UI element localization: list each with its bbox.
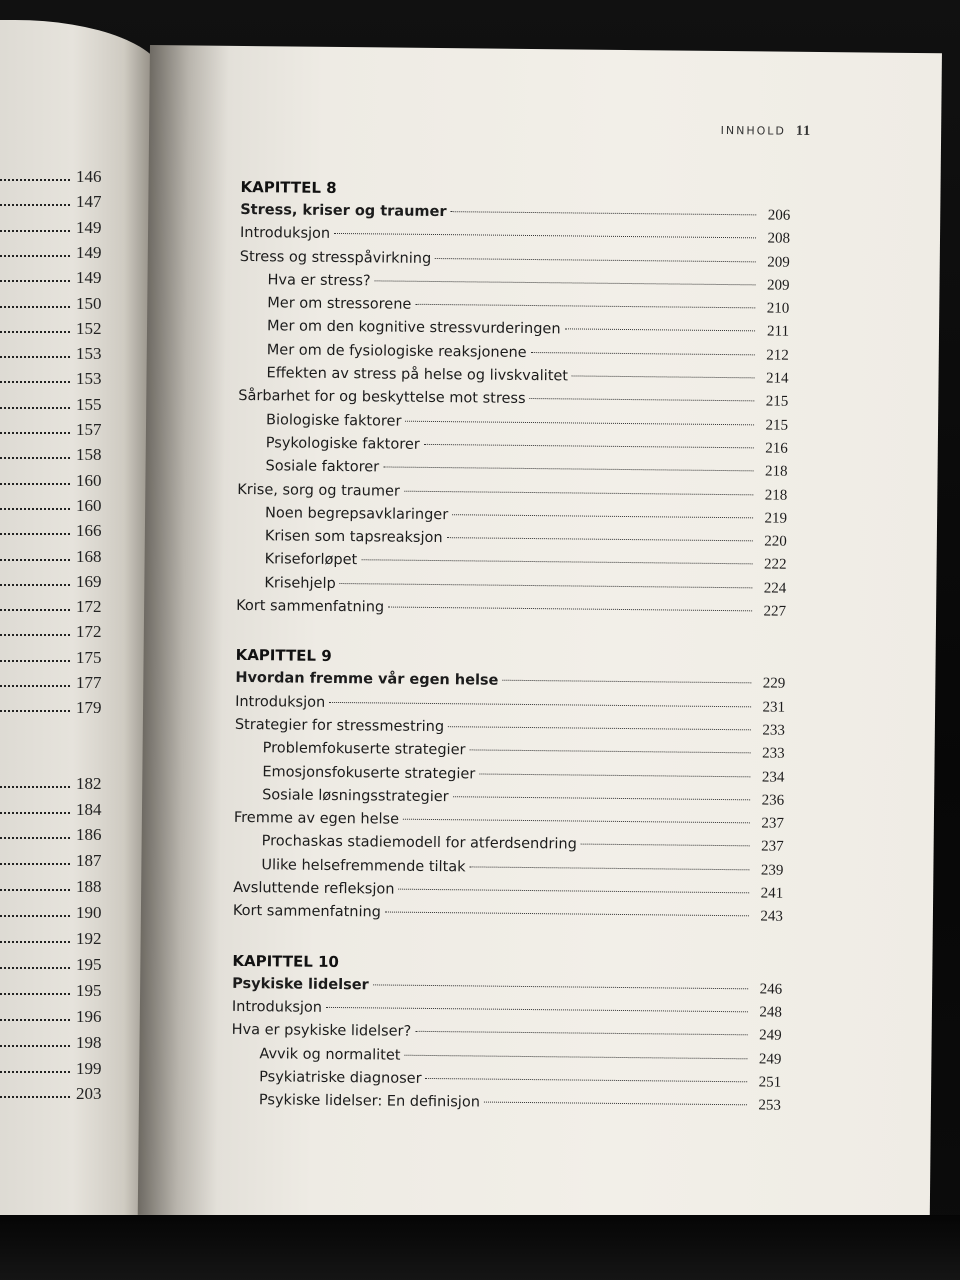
toc-entry-page: 249 [758,1050,782,1068]
left-page-entry [0,618,110,642]
leader-dots [484,1102,747,1106]
toc-entry-title: Stress og stresspåvirkning [239,248,432,267]
header-page-number: 11 [795,123,812,139]
left-page-entry [0,925,110,949]
leader-dots [326,1007,748,1012]
toc-entry-title: Hva er stress? [267,272,371,290]
toc-entry-page: 219 [764,510,788,527]
leader-dots [426,1078,748,1082]
left-page-entry [0,214,110,238]
leader-dots [0,306,70,308]
chapter-heading: KAPITTEL 8 [240,177,337,197]
leader-dots [0,660,70,662]
left-page-entry [0,568,110,592]
page-number: 153 [76,344,102,364]
left-page-entry [0,290,110,314]
table-of-contents [231,176,791,1144]
toc-entry-title: Emosjonsfokuserte strategier [262,763,476,782]
left-page-entry [0,796,110,820]
toc-entry-page: 229 [762,675,786,693]
toc-entry-page: 241 [760,885,784,902]
left-page-entry [0,770,110,794]
toc-entry-title: Avsluttende refleksjon [233,879,395,898]
page-number: 203 [76,1084,102,1104]
left-page-entry [0,1003,110,1027]
toc-entry-title: Ulike helsefremmende tiltak [261,856,466,876]
page-number: 157 [76,420,102,439]
page-number: 182 [76,773,102,793]
page-number: 190 [76,903,102,923]
leader-dots [0,179,70,181]
leader-dots [340,583,753,588]
leader-dots [0,941,70,943]
toc-entry-title: Sosiale løsningsstrategier [262,787,449,805]
leader-dots [447,537,753,541]
toc-entry-page: 234 [761,768,785,786]
leader-dots [383,467,753,472]
leader-dots [0,356,70,358]
left-page-entry [0,1055,110,1079]
toc-entry-title: Krise, sorg og traumer [237,481,400,500]
left-page-entry [0,951,110,975]
left-page-entry [0,821,110,845]
leader-dots [415,304,755,309]
page-number: 153 [76,369,102,389]
toc-entry-title: Stress, kriser og traumer [240,201,447,221]
leader-dots [334,233,756,238]
left-page-entry [0,694,110,718]
toc-entry-title: Avvik og normalitet [259,1045,401,1064]
toc-entry-page: 243 [760,908,783,925]
left-page-entry [0,264,110,288]
toc-entry-title: Effekten av stress på helse og livskvalitet [266,365,569,385]
toc-entry-title: Fremme av egen helse [233,810,400,828]
toc-entry-title: Mer om den kognitive stressvurderingen [266,318,561,338]
toc-entry-page: 239 [760,862,784,879]
leader-dots [404,490,753,495]
toc-entry-title: Mer om stressorene [267,295,412,313]
toc-entry-page: 215 [765,417,789,434]
toc-entry-page: 218 [764,463,788,480]
toc-entry-page: 237 [761,815,784,832]
leader-dots [581,844,750,847]
leader-dots [0,204,70,206]
toc-entry-page: 251 [758,1074,782,1091]
leader-dots [0,381,70,383]
toc-entry-title: Hva er psykiske lidelser? [231,1022,412,1040]
toc-entry-title: Biologiske faktorer [265,411,402,430]
page-number: 187 [76,851,102,871]
page-number: 149 [76,242,102,262]
page-number: 146 [76,167,102,186]
page-number: 195 [76,954,102,974]
toc-entry-page: 220 [764,533,787,550]
page-number: 152 [76,318,102,338]
toc-entry-page: 216 [765,440,788,457]
leader-dots [0,432,70,434]
toc-entry-title: Krisehjelp [264,574,336,592]
leader-dots [0,508,70,510]
left-page-entry [0,391,110,415]
toc-entry-title: Strategier for stressmestring [234,716,445,736]
leader-dots [373,984,748,989]
leader-dots [0,280,70,282]
leader-dots [375,280,756,285]
page-number: 168 [76,546,102,566]
toc-entry-page: 236 [761,792,785,809]
page-number: 198 [76,1032,102,1052]
toc-entry-page: 224 [763,580,787,597]
leader-dots [479,773,750,777]
running-header [721,123,812,140]
page-number: 172 [76,597,102,617]
page-number: 192 [76,929,102,948]
left-page-entry [0,315,110,339]
page-number: 177 [76,673,102,692]
toc-entry-page: 222 [764,556,787,574]
toc-entry-title: Introduksjon [231,998,323,1016]
left-page-entry [0,873,110,897]
toc-entry-page: 246 [759,981,783,998]
toc-entry-page: 211 [766,323,790,341]
toc-entry-page: 212 [766,347,789,364]
chapter-section [236,176,791,624]
page-number: 199 [76,1058,102,1078]
page-number: 149 [76,268,102,288]
toc-entry-title: Krisen som tapsreaksjon [264,528,443,547]
leader-dots [451,211,757,215]
left-page-entry [0,416,110,440]
leader-dots [0,786,70,788]
toc-entry-title: Mer om de fysiologiske reaksjonene [266,342,527,361]
leader-dots [385,912,749,917]
table-surface [0,1215,960,1280]
leader-dots [0,634,70,636]
left-page-entry [0,644,110,668]
page-number: 158 [76,445,102,465]
toc-entry-page: 215 [765,393,789,411]
leader-dots [0,889,70,891]
left-page-entry [0,847,110,871]
leader-dots [0,255,70,257]
page-number: 150 [76,293,102,313]
page-number: 195 [76,980,102,1000]
leader-dots [0,1019,70,1021]
chapter-heading: KAPITTEL 9 [235,646,332,666]
leader-dots [405,420,754,425]
left-page-entry [0,517,110,541]
leader-dots [0,915,70,917]
page-number: 175 [76,647,102,667]
toc-entry-page: 209 [766,277,790,294]
toc-entry-page: 249 [759,1027,782,1044]
right-book-page [138,45,942,1223]
left-page-entry [0,492,110,516]
toc-entry-page: 209 [767,254,790,271]
leader-dots [0,837,70,839]
left-page-entry [0,365,110,389]
toc-entry-title: Introduksjon [235,693,326,711]
left-page-entry [0,163,110,187]
page-number: 166 [76,521,102,541]
toc-entry-page: 231 [762,699,786,716]
page-number: 147 [76,192,102,212]
leader-dots [405,1054,748,1059]
toc-entry-title: Psykiatriske diagnoser [259,1068,422,1087]
leader-dots [0,609,70,611]
toc-entry-title: Sosiale faktorer [265,458,380,476]
leader-dots [502,680,751,684]
leader-dots [0,1096,70,1098]
leader-dots [0,584,70,586]
left-page-entry [0,899,110,923]
leader-dots [0,533,70,535]
chapter-section [231,950,783,1119]
leader-dots [0,559,70,561]
page-number: 149 [76,217,102,237]
left-page-entry [0,188,110,212]
left-page-entry [0,340,110,364]
page-number: 172 [76,622,102,642]
left-page-entry [0,467,110,491]
header-label: INNHOLD [720,123,786,138]
leader-dots [0,710,70,712]
leader-dots [572,376,755,379]
toc-entry-title: Psykologiske faktorer [265,435,420,453]
toc-entry-title: Prochaskas stadiemodell for atferdsendring [261,833,577,853]
leader-dots [0,967,70,969]
chapter-section [233,644,786,929]
leader-dots [531,352,755,355]
leader-dots [453,796,750,800]
toc-entry-page: 233 [762,745,785,762]
leader-dots [0,993,70,995]
leader-dots [0,812,70,814]
toc-entry-title: Kort sammenfatning [236,597,385,616]
toc-entry-title: Problemfokuserte strategier [262,740,466,759]
toc-entry-title: Introduksjon [239,225,331,243]
toc-entry-title: Hvordan fremme vår egen helse [235,670,499,690]
leader-dots [435,258,756,262]
page-number: 184 [76,799,102,819]
toc-entry-page: 253 [758,1097,782,1114]
leader-dots [469,750,750,754]
left-page-entry [0,1080,110,1104]
leader-dots [0,1071,70,1073]
toc-entry-page: 248 [759,1004,782,1021]
leader-dots [470,866,750,870]
toc-entry-page: 214 [765,370,789,387]
left-page-entry [0,239,110,263]
leader-dots [565,329,755,332]
toc-entry [233,900,783,929]
toc-entry [236,595,786,624]
leader-dots [398,889,749,894]
toc-entry-page: 218 [764,487,788,504]
leader-dots [329,702,751,707]
leader-dots [415,1031,747,1035]
leader-dots [388,607,752,612]
left-page-entry [0,977,110,1001]
leader-dots [0,1045,70,1047]
leader-dots [452,514,753,518]
page-number: 196 [76,1006,102,1026]
toc-entry-page: 206 [767,207,791,224]
leader-dots [0,863,70,865]
leader-dots [0,230,70,232]
chapter-heading: KAPITTEL 10 [232,951,340,971]
toc-entry-page: 208 [767,230,791,248]
toc-entry-title: Noen begrepsavklaringer [265,505,449,524]
toc-entry-page: 227 [763,603,787,620]
page-number: 160 [76,470,102,490]
page-number: 169 [76,571,102,591]
leader-dots [0,685,70,687]
left-page-entry [0,593,110,617]
leader-dots [403,819,750,824]
toc-entry-title: Sårbarhet for og beskyttelse mot stress [238,388,526,408]
leader-dots [0,331,70,333]
toc-entry-title: Psykiske lidelser: En definisjon [258,1092,481,1111]
toc-entry [231,1089,781,1118]
page-number: 179 [76,698,102,718]
leader-dots [361,560,752,565]
page-number: 155 [76,394,102,414]
toc-entry-title: Kriseforløpet [264,551,358,569]
leader-dots [0,457,70,459]
left-page-entry [0,1029,110,1053]
toc-entry-page: 237 [761,838,784,856]
leader-dots [0,483,70,485]
leader-dots [448,726,751,730]
toc-entry-page: 210 [766,300,790,317]
leader-dots [424,444,754,448]
toc-entry-title: Psykiske lidelser [232,975,369,993]
page-number: 160 [76,495,102,515]
toc-entry-title: Kort sammenfatning [232,903,382,921]
leader-dots [0,407,70,409]
left-page-entry [0,441,110,465]
page-number: 188 [76,877,102,897]
leader-dots [530,398,755,401]
page-number: 186 [76,825,102,845]
left-page-entry [0,669,110,693]
left-page-entry [0,543,110,567]
toc-entry-page: 233 [762,722,785,739]
